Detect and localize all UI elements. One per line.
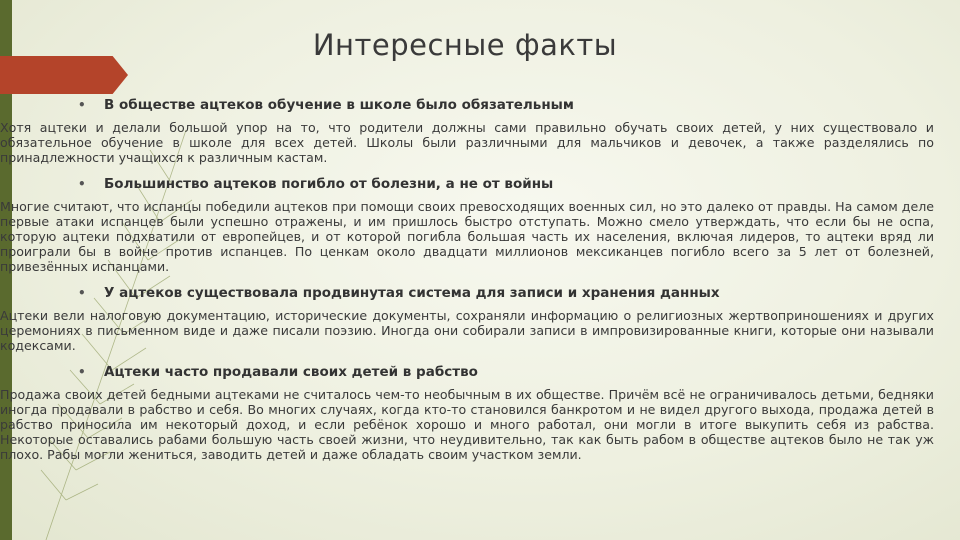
bullet-icon: • bbox=[78, 365, 86, 379]
content-area bbox=[0, 96, 934, 472]
bullet-icon: • bbox=[78, 286, 86, 300]
section-paragraph: Продажа своих детей бедными ацтеками не считалось чем-то необычным в их обществе. Причём всё не ограничивалось детьми, бедняки иногда продавали в рабство и себя. Во многих случаях, когда кто-то становился банкротом и не видел другого выхода, продажа детей в рабство приносила им некоторый доход, и если ребёнок хорошо и много работал, они могли в итоге выкупить себя из рабства. Некоторые оставались рабами большую часть своей жизни, что неудивительно, так как быть рабом в обществе ацтеков было не так уж плохо. Рабы могли жениться, заводить детей и даже обладать своим участком земли. bbox=[0, 387, 934, 462]
section-paragraph: Многие считают, что испанцы победили ацтеков при помощи своих превосходящих военных сил, но это далеко от правды. На самом деле первые атаки испанцев были успешно отражены, и им пришлось быстро отступать. Можно смело утверждать, что если бы не оспа, которую ацтеки подхватили от европейцев, и от которой погибла большая часть их населения, включая лидеров, то ацтеки вряд ли проиграли бы в войне против испанцев. По ценкам около двадцати миллионов мексиканцев погибло всего за 5 лет от болезней, привезённых испанцами. bbox=[0, 199, 934, 274]
slide-title: Интересные факты bbox=[312, 28, 618, 62]
section-heading bbox=[78, 284, 934, 302]
section-paragraph: Хотя ацтеки и делали большой упор на то, что родители должны сами правильно обучать своих детей, у них существовало и обязательное обучение в школе для всех детей. Школы были различными для мальчиков и девочек, а также разделялись по принадлежности учащихся к различным кастам. bbox=[0, 120, 934, 165]
section-heading-text: Большинство ацтеков погибло от болезни, а не от войны bbox=[104, 176, 554, 192]
bullet-icon: • bbox=[78, 177, 86, 191]
section-heading-text: В обществе ацтеков обучение в школе было обязательным bbox=[104, 97, 574, 113]
section-heading bbox=[78, 96, 934, 114]
section-heading-text: Ацтеки часто продавали своих детей в рабство bbox=[104, 364, 478, 380]
section-heading bbox=[78, 363, 934, 381]
section-paragraph: Ацтеки вели налоговую документацию, исторические документы, сохраняли информацию о религиозных жертвоприношениях и других церемониях в письменном виде и даже писали поэзию. Иногда они собирали записи в импровизированные книги, которые они называли кодексами. bbox=[0, 308, 934, 353]
section-heading-text: У ацтеков существовала продвинутая система для записи и хранения данных bbox=[104, 285, 720, 301]
section-heading bbox=[78, 175, 934, 193]
bullet-icon: • bbox=[78, 98, 86, 112]
